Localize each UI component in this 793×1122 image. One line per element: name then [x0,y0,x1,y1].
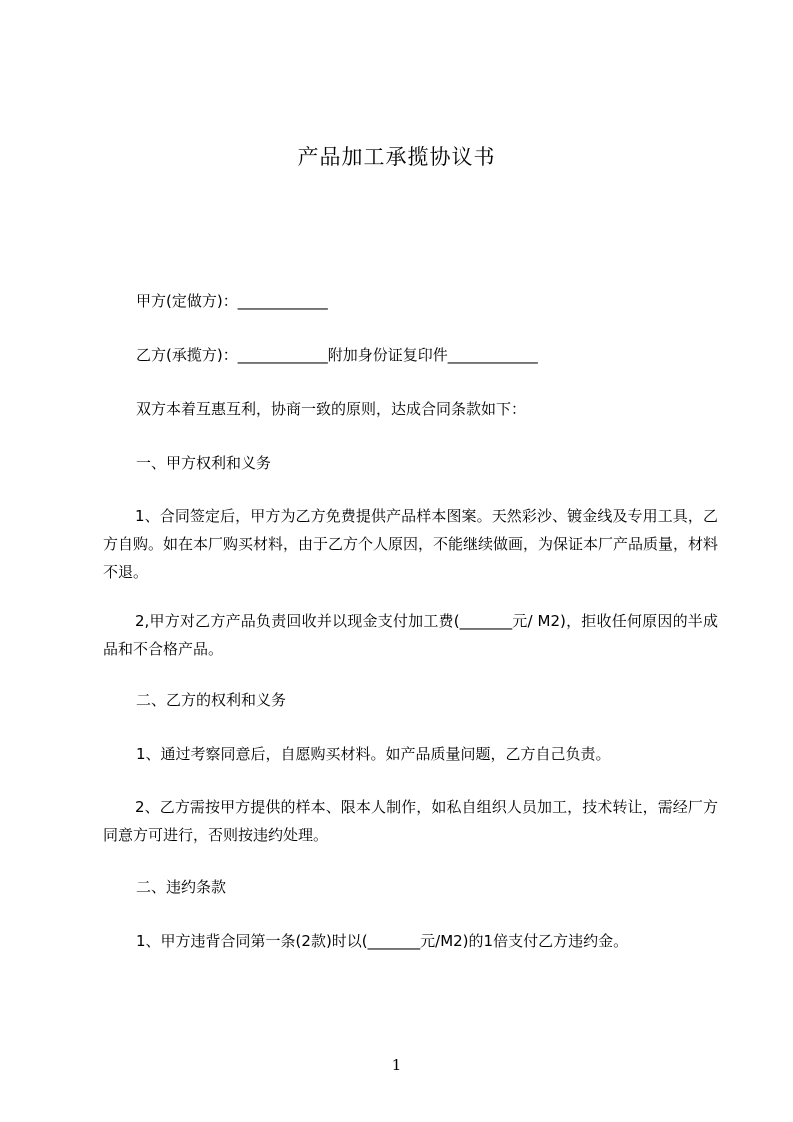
clause-1-2: 2,甲方对乙方产品负责回收并以现金支付加工费(_______元/ M2)，拒收任何原因的半成品和不合格产品。 [103,612,718,658]
clause-3-1: 1、甲方违背合同第一条(2款)时以(_______元/M2)的1倍支付乙方违约金。 [136,932,629,950]
section-heading-party-b-rights: 二、乙方的权利和义务 [136,691,287,709]
clause-2-2: 2、乙方需按甲方提供的样本、限本人制作，如私自组织人员加工，技术转让，需经厂方同意方可进行，否则按违约处理。 [103,798,718,844]
preamble-text: 双方本着互惠互利，协商一致的原则，达成合同条款如下： [136,400,527,418]
party-a-line: 甲方(定做方)：____________ [136,292,328,310]
party-b-line: 乙方(承揽方)：____________附加身份证复印件____________ [136,346,538,364]
document-title: 产品加工承揽协议书 [297,145,496,169]
page-number: 1 [391,1056,402,1074]
clause-2-1: 1、通过考察同意后，自愿购买材料。如产品质量问题，乙方自己负责。 [136,745,611,763]
section-heading-breach: 二、违约条款 [136,878,227,896]
section-heading-party-a-rights: 一、甲方权利和义务 [136,454,272,472]
clause-1-1: 1、合同签定后，甲方为乙方免费提供产品样本图案。天然彩沙、镀金线及专用工具，乙方自购。如在本厂购买材料，由于乙方个人原因，不能继续做画，为保证本厂产品质量，材料不退。 [103,507,719,581]
